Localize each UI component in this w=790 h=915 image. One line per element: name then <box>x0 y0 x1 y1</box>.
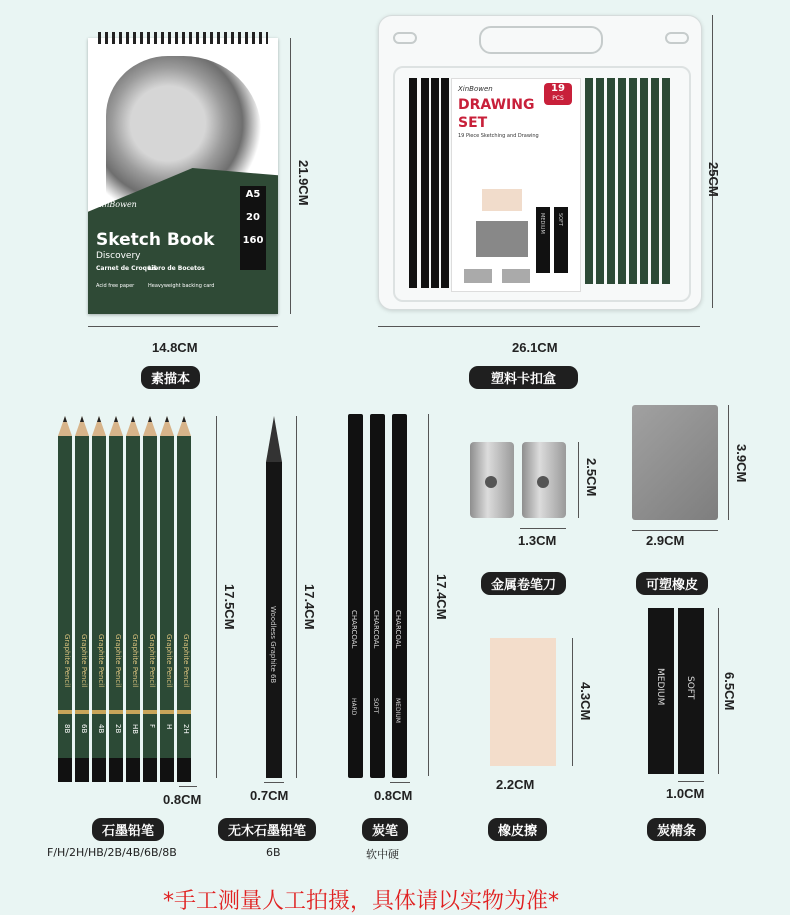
label-eraser: 橡皮擦 <box>488 818 547 841</box>
pencil-lead <box>114 416 118 422</box>
stick-height-dim: 6.5CM <box>722 672 737 711</box>
footer-note: *手工测量人工拍摄，具体请以实物为准* <box>163 889 560 914</box>
charcoal-grades: 软中硬 <box>366 848 399 861</box>
graphite-pencil <box>109 416 123 782</box>
plastic-eraser-height-dim: 3.9CM <box>734 444 749 483</box>
pencil-band <box>126 710 140 714</box>
pencil-lead <box>165 416 169 422</box>
spec-sheets: 20 <box>246 212 260 223</box>
pencil-end <box>160 758 174 782</box>
sketchbook-line3: Acid free paper <box>96 283 135 289</box>
graphite-pencil <box>126 416 140 782</box>
sharpener-width-dim: 1.3CM <box>518 533 557 548</box>
card-title2: SET <box>458 115 488 131</box>
charcoal-pencil <box>392 414 407 778</box>
box-charcoal-1 <box>421 78 429 288</box>
charcoal-width-dim: 0.8CM <box>374 788 413 803</box>
pencil-lead <box>148 416 152 422</box>
label-box: 塑料卡扣盒 <box>469 366 578 389</box>
pencil-label: Graphite Pencil <box>182 634 190 688</box>
stick-width-dim: 1.0CM <box>666 786 705 801</box>
pencil-end <box>126 758 140 782</box>
charcoal-pencil <box>348 414 363 778</box>
eraser <box>490 638 556 766</box>
charcoal-grade: SOFT <box>372 698 379 714</box>
stick-soft-text: SOFT <box>685 676 695 700</box>
sketchbook-line1: Carnet de Croquis <box>96 265 157 272</box>
pencil-grade: 4B <box>97 724 105 734</box>
pencil-lead <box>131 416 135 422</box>
charcoal-length-dim: 17.4CM <box>434 574 449 620</box>
sketchbook-line4: Heavyweight backing card <box>148 283 215 289</box>
pencil-end <box>58 758 72 782</box>
sketchbook <box>88 38 278 314</box>
pencil-end <box>177 758 191 782</box>
card-desc: 19 Piece Sketching and Drawing <box>458 133 539 139</box>
label-stick: 炭精条 <box>647 818 706 841</box>
pencil-band <box>75 710 89 714</box>
pencil-grade: 8B <box>63 724 71 734</box>
sharpener-1-screw <box>485 476 497 488</box>
stick-soft <box>678 608 704 774</box>
label-plastic-eraser: 可塑橡皮 <box>636 572 708 595</box>
pencil-grade: 6B <box>80 724 88 734</box>
charcoal-grade: MEDIUM <box>394 698 401 723</box>
label-charcoal: 炭笔 <box>362 818 408 841</box>
graphite-pencil <box>160 416 174 782</box>
woodless-pencil <box>266 416 282 778</box>
pencil-band <box>58 710 72 714</box>
label-sketchbook: 素描本 <box>141 366 200 389</box>
woodless-grade: 6B <box>266 846 281 859</box>
box-charcoal-2 <box>431 78 439 288</box>
woodless-width-dim: 0.7CM <box>250 788 289 803</box>
pencil-lead <box>80 416 84 422</box>
pencil-grade: 2B <box>114 724 122 734</box>
pencil-label: Graphite Pencil <box>148 634 156 688</box>
pencil-label: Graphite Pencil <box>114 634 122 688</box>
woodless-text: Woodless Graphite 6B <box>269 606 277 684</box>
card-plastic-eraser <box>476 221 528 257</box>
spiral-binding <box>98 32 268 44</box>
pencil-band <box>177 710 191 714</box>
pencil-end <box>109 758 123 782</box>
stick-medium <box>648 608 674 774</box>
card-title1: DRAWING <box>458 97 535 113</box>
card-brand: XinBowen <box>458 85 493 93</box>
plastic-box <box>378 15 702 310</box>
charcoal-label: CHARCOAL <box>350 610 358 649</box>
pencil-band <box>143 710 157 714</box>
sketchbook-specs <box>240 186 266 270</box>
pencil-end <box>75 758 89 782</box>
pencil-label: Graphite Pencil <box>97 634 105 688</box>
pencil-label: Graphite Pencil <box>80 634 88 688</box>
pencil-grade: F <box>148 724 156 729</box>
box-charcoal-3 <box>441 78 449 288</box>
graphite-pencil <box>143 416 157 782</box>
box-clasp-left <box>393 32 417 44</box>
woodless-length-dim: 17.4CM <box>302 584 317 630</box>
label-graphite: 石墨铅笔 <box>92 818 164 841</box>
pencil-lead <box>63 416 67 422</box>
charcoal-grade: HARD <box>350 698 357 716</box>
sketchbook-subtitle: Discovery <box>96 251 141 261</box>
sketchbook-width-dim: 14.8CM <box>152 340 198 355</box>
graphite-pencil <box>92 416 106 782</box>
graphite-grades: F/H/2H/HB/2B/4B/6B/8B <box>47 846 177 859</box>
pencil-lead <box>97 416 101 422</box>
card-stick-soft: SOFT <box>554 207 568 273</box>
label-woodless: 无木石墨铅笔 <box>218 818 316 841</box>
pencil-lead <box>182 416 186 422</box>
sharpener-2 <box>522 442 566 518</box>
pencil-grade: H <box>165 724 173 730</box>
pencil-label: Graphite Pencil <box>63 634 71 688</box>
card-eraser <box>482 189 522 211</box>
box-graphite-pencils <box>585 78 671 284</box>
box-handle <box>479 26 603 54</box>
graphite-pencil <box>75 416 89 782</box>
graphite-pencil-set <box>58 416 198 782</box>
charcoal-pencil <box>370 414 385 778</box>
charcoal-label: CHARCOAL <box>372 610 380 649</box>
box-card <box>451 78 581 292</box>
sketchbook-brand: XinBowen <box>96 200 137 209</box>
graphite-width-dim: 0.8CM <box>163 792 202 807</box>
card-pcs-unit: PCS <box>552 95 564 102</box>
plastic-eraser-width-dim: 2.9CM <box>646 533 685 548</box>
stick-medium-text: MEDIUM <box>655 668 665 706</box>
sketchbook-title: Sketch Book <box>96 230 215 250</box>
pencil-grade: HB <box>131 724 139 735</box>
pencil-grade: 2H <box>182 724 190 734</box>
pencil-band <box>160 710 174 714</box>
label-sharpener: 金属卷笔刀 <box>481 572 566 595</box>
spec-size: A5 <box>245 189 261 200</box>
box-clasp-right <box>665 32 689 44</box>
sharpener-1 <box>470 442 514 518</box>
eraser-height-dim: 4.3CM <box>578 682 593 721</box>
sharpener-height-dim: 2.5CM <box>584 458 599 497</box>
box-height-dim: 25CM <box>706 162 721 197</box>
graphite-length-dim: 17.5CM <box>222 584 237 630</box>
graphite-pencil <box>58 416 72 782</box>
pencil-end <box>92 758 106 782</box>
spec-gsm: 160 <box>242 235 264 246</box>
card-sharpener-1 <box>464 269 492 283</box>
charcoal-label: CHARCOAL <box>394 610 402 649</box>
sketchbook-line2: Libro de Bocetos <box>148 265 205 272</box>
charcoal-pencil-set <box>348 414 412 780</box>
pencil-band <box>92 710 106 714</box>
card-pcs-badge <box>544 83 572 105</box>
card-stick-medium: MEDIUM <box>536 207 550 273</box>
woodless-tip <box>266 416 282 462</box>
sharpener-2-screw <box>537 476 549 488</box>
graphite-pencil <box>177 416 191 782</box>
eraser-width-dim: 2.2CM <box>496 777 535 792</box>
plastic-eraser <box>632 405 718 520</box>
box-woodless <box>409 78 417 288</box>
sketchbook-height-dim: 21.9CM <box>296 160 311 206</box>
pencil-label: Graphite Pencil <box>165 634 173 688</box>
card-pcs: 19 <box>551 83 565 94</box>
pencil-end <box>143 758 157 782</box>
pencil-label: Graphite Pencil <box>131 634 139 688</box>
card-sharpener-2 <box>502 269 530 283</box>
pencil-band <box>109 710 123 714</box>
box-width-dim: 26.1CM <box>512 340 558 355</box>
